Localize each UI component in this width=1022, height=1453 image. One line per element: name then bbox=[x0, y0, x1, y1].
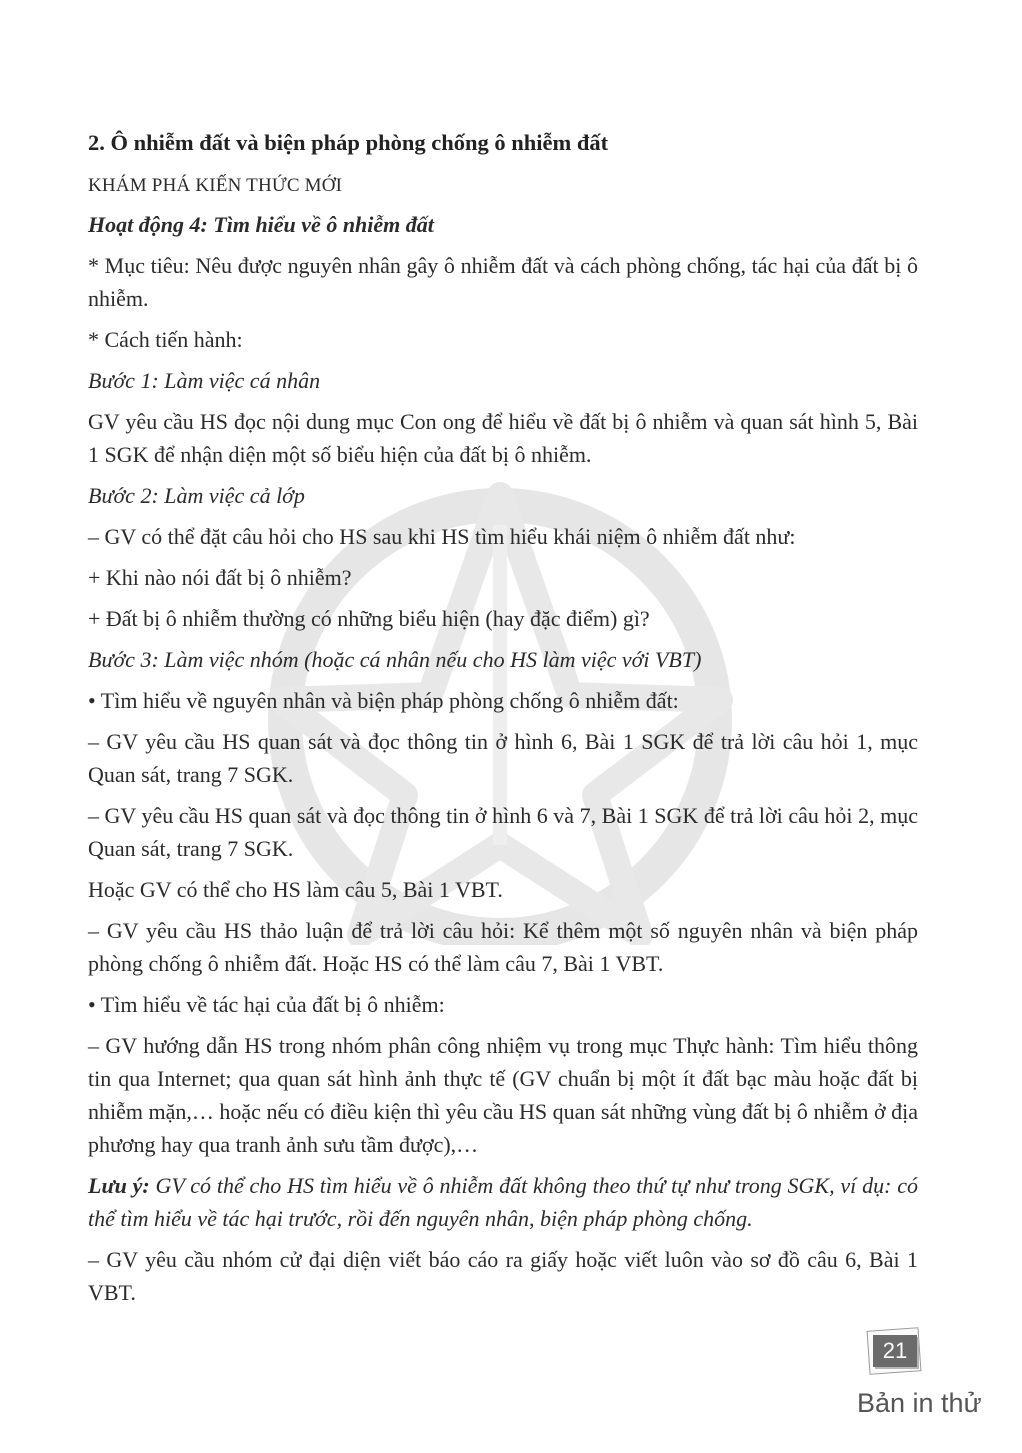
step2-title: Bước 2: Làm việc cả lớp bbox=[88, 483, 305, 508]
step3-line: Hoặc GV có thể cho HS làm câu 5, Bài 1 VBT. bbox=[88, 877, 503, 902]
note-paragraph bbox=[88, 1169, 918, 1235]
note-text: GV có thể cho HS tìm hiểu về ô nhiễm đất không theo thứ tự như trong SGK, ví dụ: có thể tìm hiểu về tác hại trước, rồi đến nguyên nhân, biện pháp phòng chống. bbox=[88, 1173, 918, 1231]
step3-title: Bước 3: Làm việc nhóm (hoặc cá nhân nếu cho HS làm việc với VBT) bbox=[88, 647, 702, 672]
page-number: 21 bbox=[873, 1335, 917, 1367]
step3-line: • Tìm hiểu về nguyên nhân và biện pháp phòng chống ô nhiễm đất: bbox=[88, 688, 679, 713]
step1-paragraph: GV yêu cầu HS đọc nội dung mục Con ong để hiểu về đất bị ô nhiễm và quan sát hình 5, Bài 1 SGK để nhận diện một số biểu hiện của đất bị ô nhiễm. bbox=[88, 409, 918, 467]
final-paragraph: – GV yêu cầu nhóm cử đại diện viết báo cáo ra giấy hoặc viết luôn vào sơ đồ câu 6, Bài 1 VBT. bbox=[88, 1247, 918, 1305]
section-heading: 2. Ô nhiễm đất và biện pháp phòng chống ô nhiễm đất bbox=[88, 130, 609, 155]
step3-line: – GV yêu cầu HS thảo luận để trả lời câu hỏi: Kể thêm một số nguyên nhân và biện pháp phòng chống ô nhiễm đất. Hoặc HS có thể làm câu 7, Bài 1 VBT. bbox=[88, 918, 918, 976]
step3-line: – GV hướng dẫn HS trong nhóm phân công nhiệm vụ trong mục Thực hành: Tìm hiểu thông tin qua Internet; qua quan sát hình ảnh thực tế (GV chuẩn bị một ít đất bạc màu hoặc đất bị nhiễm mặn,… hoặc nếu có điều kiện thì yêu cầu HS quan sát những vùng đất bị ô nhiễm ở địa phương hay qua tranh ảnh sưu tầm được),… bbox=[88, 1033, 918, 1157]
step2-line: + Khi nào nói đất bị ô nhiễm? bbox=[88, 565, 352, 590]
step3-line: • Tìm hiểu về tác hại của đất bị ô nhiễm: bbox=[88, 992, 445, 1017]
step1-title: Bước 1: Làm việc cá nhân bbox=[88, 368, 321, 393]
step3-line: – GV yêu cầu HS quan sát và đọc thông tin ở hình 6, Bài 1 SGK để trả lời câu hỏi 1, mục Quan sát, trang 7 SGK. bbox=[88, 729, 918, 787]
draft-label: Bản in thử bbox=[857, 1388, 982, 1418]
objective-paragraph: * Mục tiêu: Nêu được nguyên nhân gây ô nhiễm đất và cách phòng chống, tác hại của đất bị ô nhiễm. bbox=[88, 253, 918, 311]
section-label: KHÁM PHÁ KIẾN THỨC MỚI bbox=[88, 175, 343, 196]
step3-line: – GV yêu cầu HS quan sát và đọc thông tin ở hình 6 và 7, Bài 1 SGK để trả lời câu hỏi 2, mục Quan sát, trang 7 SGK. bbox=[88, 803, 918, 861]
activity-title: Hoạt động 4: Tìm hiểu về ô nhiễm đất bbox=[88, 212, 434, 237]
note-label: Lưu ý: bbox=[88, 1173, 150, 1198]
procedure-label: * Cách tiến hành: bbox=[88, 327, 243, 352]
step2-line: – GV có thể đặt câu hỏi cho HS sau khi HS tìm hiểu khái niệm ô nhiễm đất như: bbox=[88, 524, 796, 549]
page-content bbox=[88, 126, 918, 1317]
step2-line: + Đất bị ô nhiễm thường có những biểu hiện (hay đặc điểm) gì? bbox=[88, 606, 650, 631]
